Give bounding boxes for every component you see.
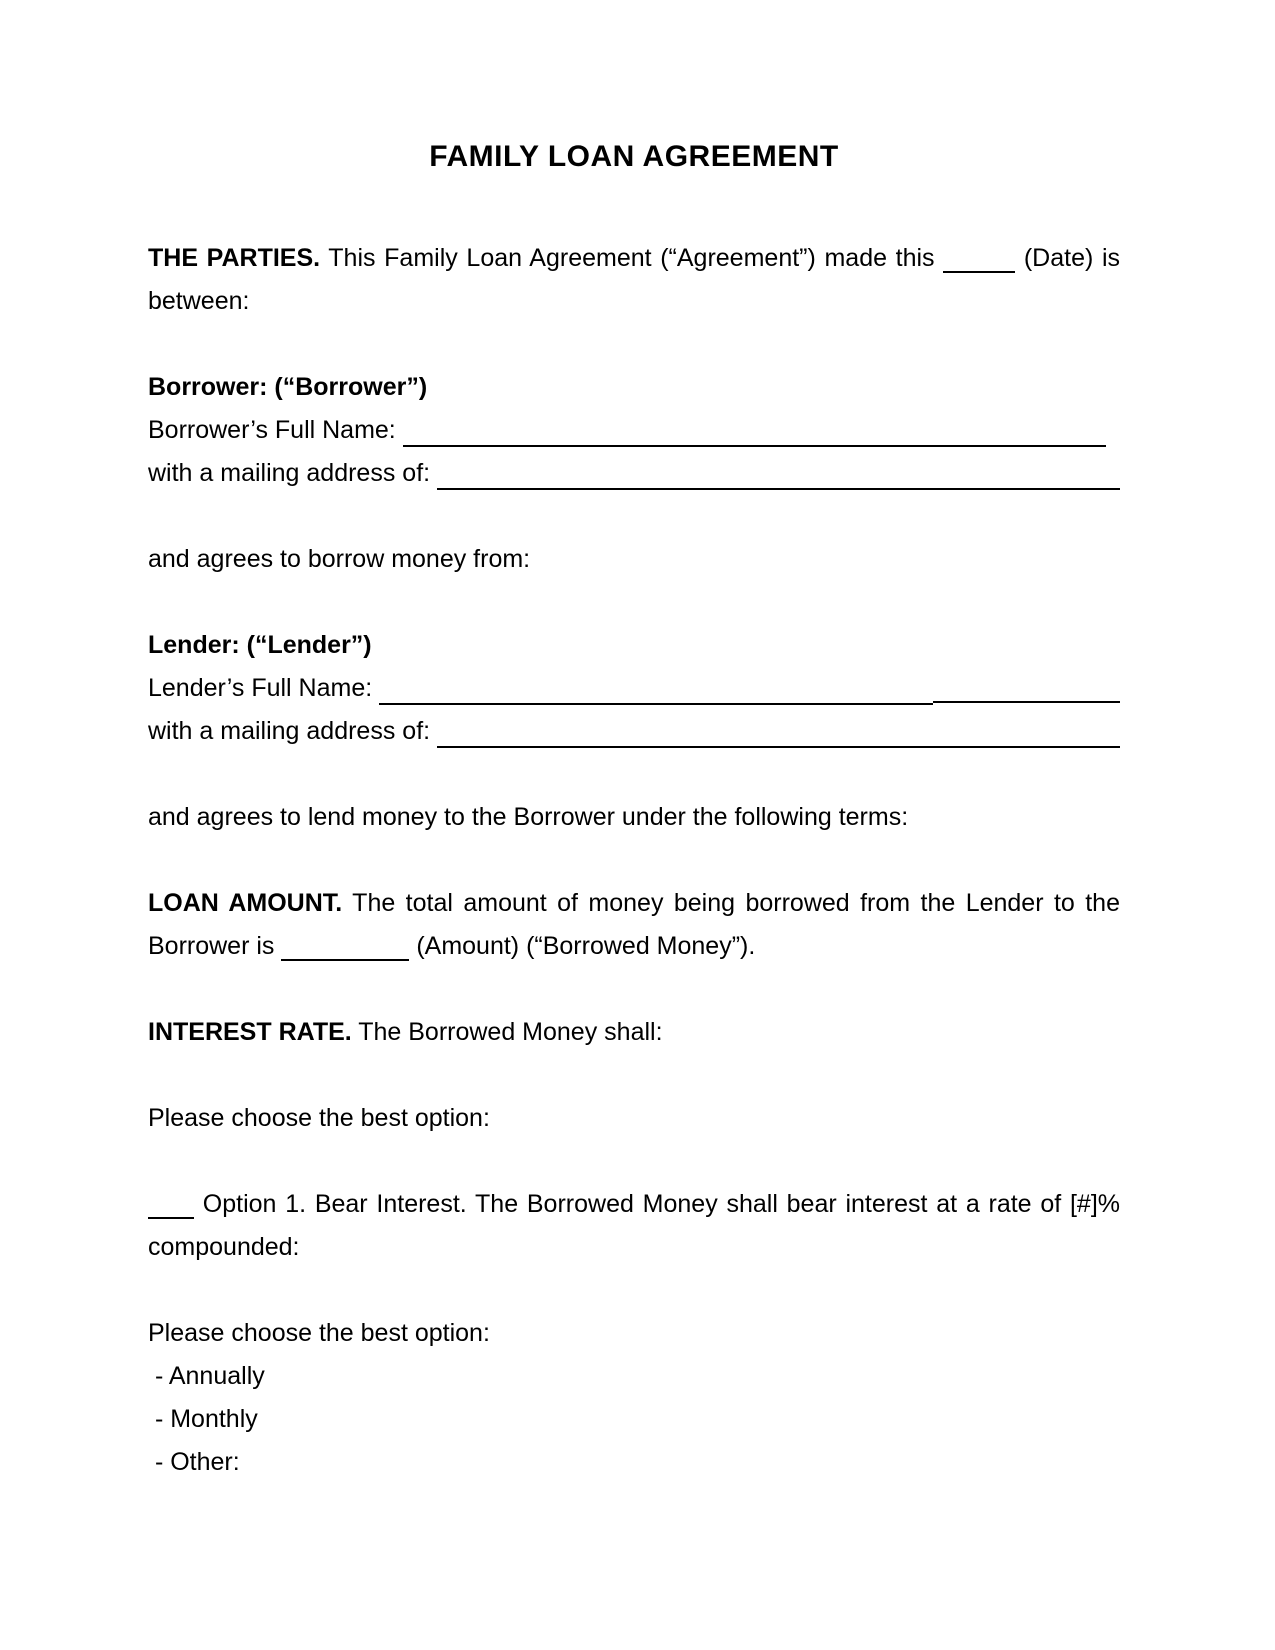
interest-rate-label: INTEREST RATE. bbox=[148, 1018, 352, 1046]
borrower-name-blank-line bbox=[403, 409, 1106, 452]
interest-choose-prompt: Please choose the best option: bbox=[148, 1104, 490, 1132]
compound-choose-prompt: Please choose the best option: bbox=[148, 1319, 490, 1347]
loan-amount-text-before: The total amount of money being borrowed from the Lender to the Borrower is bbox=[148, 889, 1120, 960]
parties-text-after-date: (Date) is between: bbox=[148, 244, 1121, 315]
lender-name-field bbox=[148, 667, 1120, 710]
parties-paragraph bbox=[148, 237, 1120, 323]
borrower-name-field bbox=[148, 409, 1120, 452]
compound-option-monthly: - Monthly bbox=[148, 1405, 258, 1433]
lender-address-blank-line bbox=[437, 710, 1120, 753]
lender-agrees-text: and agrees to lend money to the Borrower under the following terms: bbox=[148, 803, 909, 831]
interest-rate-text: The Borrowed Money shall: bbox=[351, 1018, 663, 1046]
borrower-address-label: with a mailing address of: bbox=[148, 459, 438, 487]
borrower-heading: Borrower: (“Borrower”) bbox=[148, 373, 428, 401]
borrower-agrees-text: and agrees to borrow money from: bbox=[148, 545, 531, 573]
option1-text: Option 1. Bear Interest. The Borrowed Money shall bear interest at a rate of [#]% compounded: bbox=[148, 1190, 1127, 1261]
date-blank-line bbox=[943, 241, 1015, 273]
loan-amount-text-after: (Amount) (“Borrowed Money”). bbox=[409, 932, 756, 960]
compound-options-section bbox=[148, 1312, 1120, 1484]
lender-section bbox=[148, 624, 1120, 753]
lender-address-field bbox=[148, 710, 1120, 753]
parties-label: THE PARTIES. bbox=[148, 244, 321, 272]
document-title: FAMILY LOAN AGREEMENT bbox=[429, 140, 839, 173]
option1-paragraph bbox=[148, 1183, 1127, 1269]
compound-option-annually: - Annually bbox=[148, 1362, 265, 1390]
amount-blank-line bbox=[281, 929, 409, 961]
parties-text-before-date: This Family Loan Agreement (“Agreement”) made this bbox=[320, 244, 944, 272]
loan-amount-label: LOAN AMOUNT. bbox=[148, 889, 343, 917]
lender-address-label: with a mailing address of: bbox=[148, 717, 438, 745]
lender-name-blank-line-left bbox=[379, 667, 933, 710]
interest-rate-paragraph bbox=[148, 1011, 1120, 1054]
borrower-section bbox=[148, 366, 1120, 495]
borrower-name-label: Borrower’s Full Name: bbox=[148, 416, 403, 444]
compound-option-other: - Other: bbox=[148, 1448, 240, 1476]
lender-heading: Lender: (“Lender”) bbox=[148, 631, 372, 659]
option1-checkmark-blank bbox=[148, 1187, 194, 1219]
lender-name-label: Lender’s Full Name: bbox=[148, 674, 380, 702]
borrower-address-blank-line bbox=[437, 452, 1120, 495]
lender-name-blank-line-right bbox=[933, 667, 1120, 710]
borrower-address-field bbox=[148, 452, 1120, 495]
loan-amount-paragraph bbox=[148, 882, 1120, 968]
